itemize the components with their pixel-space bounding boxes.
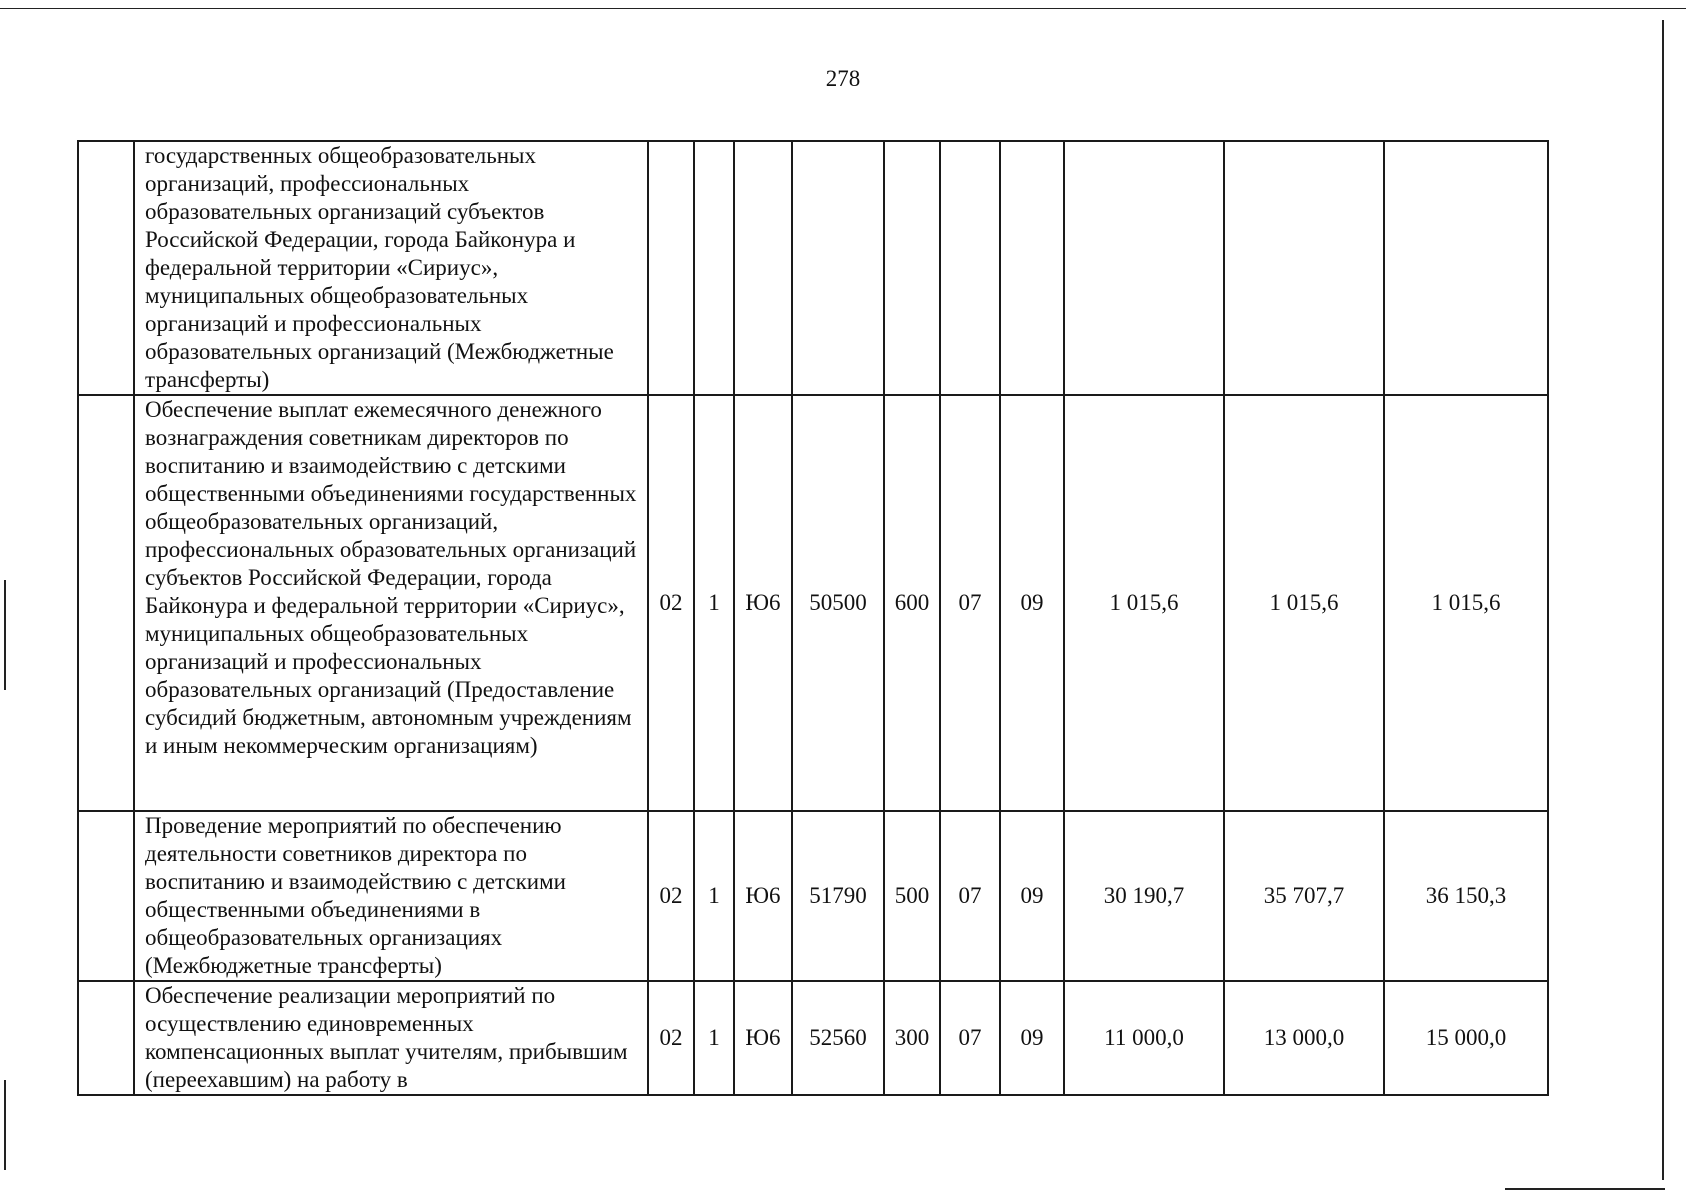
program-code-cell: 02: [648, 395, 694, 811]
section-cell: 07: [940, 981, 1000, 1095]
project-code-cell: Ю6: [734, 395, 792, 811]
project-code-cell: Ю6: [734, 981, 792, 1095]
row-number-cell: [78, 811, 134, 981]
amount-cell-year2: 13 000,0: [1224, 981, 1384, 1095]
table-row: [78, 395, 1548, 811]
expense-type-cell: 300: [884, 981, 940, 1095]
scan-border-top: [0, 8, 1686, 9]
amount-cell-year3: [1384, 141, 1548, 395]
direction-code-cell: [792, 141, 884, 395]
direction-code-cell: 51790: [792, 811, 884, 981]
expense-type-cell: [884, 141, 940, 395]
row-number-cell: [78, 981, 134, 1095]
amount-cell-year1: 11 000,0: [1064, 981, 1224, 1095]
scan-mark-left: [4, 580, 6, 690]
program-code-cell: 02: [648, 811, 694, 981]
subsection-cell: 09: [1000, 395, 1064, 811]
row-number-cell: [78, 395, 134, 811]
table-row: [78, 811, 1548, 981]
amount-cell-year2: 1 015,6: [1224, 395, 1384, 811]
subsection-cell: 09: [1000, 981, 1064, 1095]
table-row: [78, 981, 1548, 1095]
description-cell: Проведение мероприятий по обеспечению деятельности советников директора по воспитанию и взаимодействию с детскими общественными объединениями в общеобразовательных организациях (Межбюджетные трансферты): [134, 811, 648, 981]
amount-cell-year1: 30 190,7: [1064, 811, 1224, 981]
expense-type-cell: 600: [884, 395, 940, 811]
subprogram-code-cell: 1: [694, 811, 734, 981]
scan-border-bottom: [1505, 1188, 1665, 1190]
amount-cell-year3: 36 150,3: [1384, 811, 1548, 981]
section-cell: [940, 141, 1000, 395]
budget-table: [77, 140, 1549, 1096]
subsection-cell: 09: [1000, 811, 1064, 981]
subsection-cell: [1000, 141, 1064, 395]
subprogram-code-cell: 1: [694, 395, 734, 811]
program-code-cell: [648, 141, 694, 395]
row-number-cell: [78, 141, 134, 395]
amount-cell-year1: 1 015,6: [1064, 395, 1224, 811]
subprogram-code-cell: [694, 141, 734, 395]
scan-mark-left-lower: [4, 1080, 6, 1170]
project-code-cell: Ю6: [734, 811, 792, 981]
amount-cell-year1: [1064, 141, 1224, 395]
description-cell: государственных общеобразовательных организаций, профессиональных образовательных организаций субъектов Российской Федерации, города Байконура и федеральной территории «Сириус», муниципальных общеобразовательных организаций и профессиональных образовательных организаций (Межбюджетные трансферты): [134, 141, 648, 395]
amount-cell-year2: [1224, 141, 1384, 395]
expense-type-cell: 500: [884, 811, 940, 981]
amount-cell-year2: 35 707,7: [1224, 811, 1384, 981]
section-cell: 07: [940, 811, 1000, 981]
description-cell: Обеспечение реализации мероприятий по осуществлению единовременных компенсационных выплат учителям, прибывшим (переехавшим) на работу в: [134, 981, 648, 1095]
subprogram-code-cell: 1: [694, 981, 734, 1095]
page-number: 278: [825, 66, 861, 91]
description-cell: Обеспечение выплат ежемесячного денежного вознаграждения советникам директоров по воспитанию и взаимодействию с детскими общественными объединениями государственных общеобразовательных организаций, профессиональных образовательных организаций субъектов Российской Федерации, города Байконура и федеральной территории «Сириус», муниципальных общеобразовательных организаций и профессиональных образовательных организаций (Предоставление субсидий бюджетным, автономным учреждениям и иным некоммерческим организациям): [134, 395, 648, 811]
amount-cell-year3: 15 000,0: [1384, 981, 1548, 1095]
program-code-cell: 02: [648, 981, 694, 1095]
scan-border-right: [1662, 20, 1664, 1180]
section-cell: 07: [940, 395, 1000, 811]
direction-code-cell: 50500: [792, 395, 884, 811]
project-code-cell: [734, 141, 792, 395]
table-row: [78, 141, 1548, 395]
direction-code-cell: 52560: [792, 981, 884, 1095]
amount-cell-year3: 1 015,6: [1384, 395, 1548, 811]
